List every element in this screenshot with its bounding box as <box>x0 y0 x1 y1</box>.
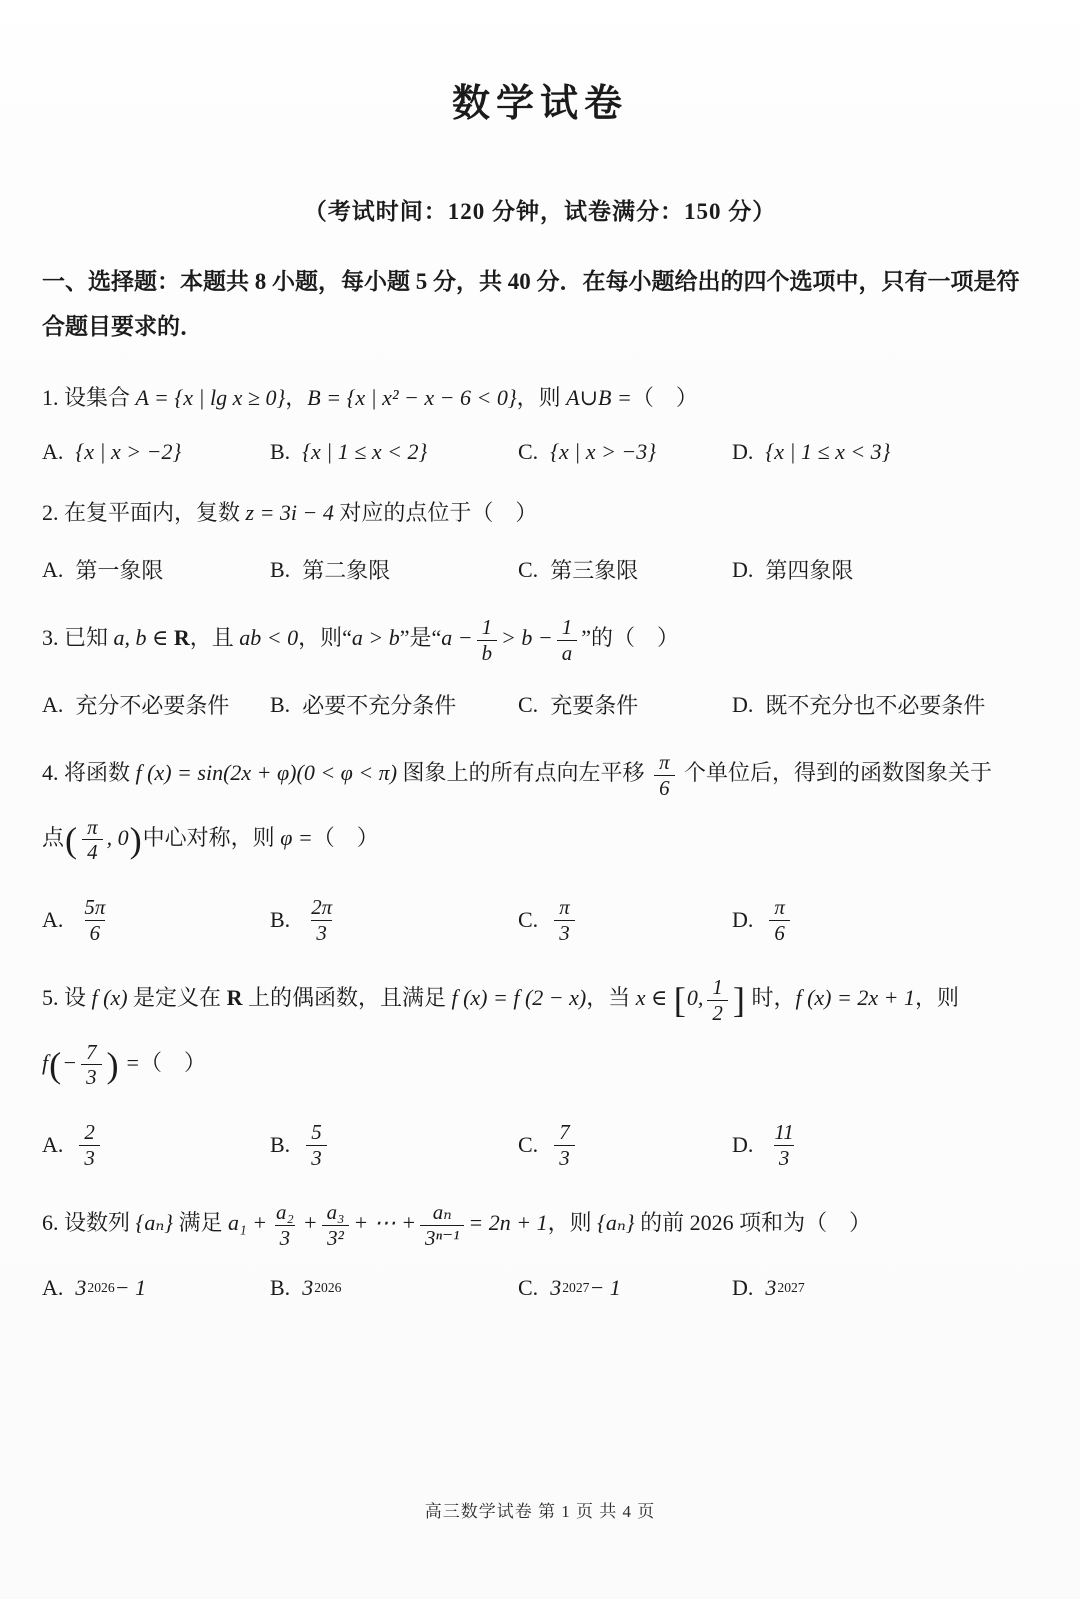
option-content: 既不充分也不必要条件 <box>765 693 986 719</box>
question-5-option-a <box>42 1120 270 1170</box>
section-header <box>42 260 1038 350</box>
question-6-option-b <box>270 1275 518 1301</box>
section-header-line1: 一、选择题：本题共 8 小题，每小题 5 分，共 40 分．在每小题给出的四个选项中，只有一项是符 <box>42 269 1020 294</box>
exam-title: 数学试卷 <box>451 83 628 125</box>
option-label: C. <box>518 556 539 582</box>
option-label: B. <box>270 1274 291 1300</box>
fraction: $\frac{2}{3}$ <box>79 1120 99 1170</box>
fraction: $\frac{2\pi}{3}$ <box>311 895 333 945</box>
question-2-options <box>42 554 1038 585</box>
option-label: A. <box>42 438 64 464</box>
fraction: $\frac{11}{3}$ <box>774 1119 794 1170</box>
exam-meta: （考试时间：120 分钟，试卷满分：150 分） <box>303 199 777 224</box>
option-label: A. <box>42 556 64 582</box>
question-4-options <box>42 895 1038 945</box>
question-6-options <box>42 1275 1038 1301</box>
option-content <box>765 895 793 945</box>
question-4-stem-line2: 点( $\frac{\pi}{4}$ , 0)中心对称，则 φ =（ ） <box>42 814 379 865</box>
option-content: 3 2027 <box>765 1274 805 1300</box>
option-label: D. <box>732 556 754 582</box>
option-content: {x | x > −2} <box>75 438 182 464</box>
option-content <box>550 895 578 945</box>
question-3-option-a <box>42 689 270 720</box>
fraction: $\frac{\text{a₂}}{3}$ <box>276 1200 294 1250</box>
question-2-stem: 2. 在复平面内，复数 z = 3i − 4 对应的点位于（ ） <box>42 499 538 525</box>
question-2-option-b <box>270 554 518 585</box>
question-2 <box>42 495 1038 585</box>
question-1-option-a <box>42 439 270 465</box>
fraction: $\frac{1}{a}$ <box>557 615 577 665</box>
question-1-stem: 1. 设集合 A = {x | lg x ≥ 0}，B = {x | x² − x − 6 < 0}，则 A∪B =（ ） <box>42 384 698 410</box>
fraction: $\frac{\pi}{6}$ <box>769 895 789 945</box>
question-1-options <box>42 439 1038 465</box>
option-label: D. <box>732 907 754 933</box>
option-label: B. <box>270 556 291 582</box>
option-label: C. <box>518 438 539 464</box>
option-label: A. <box>42 907 64 933</box>
fraction: $\frac{\pi}{6}$ <box>654 750 674 800</box>
option-label: B. <box>270 438 291 464</box>
fraction: $\frac{7}{3}$ <box>81 1040 101 1090</box>
question-6-option-d <box>732 1275 1038 1301</box>
option-label: A. <box>42 1132 64 1158</box>
option-content: {x | x > −3} <box>550 438 657 464</box>
question-2-option-c <box>518 554 732 585</box>
question-1 <box>42 380 1038 465</box>
question-3-option-c <box>518 689 732 720</box>
question-5-stem-line1: 5. 设 f (x) 是定义在 R 上的偶函数，且满足 f (x) = f (2 − x)，当 x ∈ [0, $\frac{1}{2}$ ] 时，f (x) = 2x + 1，则 <box>42 975 959 1025</box>
question-1-option-d <box>732 439 1038 465</box>
question-3-option-b <box>270 689 518 720</box>
question-1-option-c <box>518 439 732 465</box>
option-content: 充要条件 <box>550 693 639 719</box>
question-4-option-a <box>42 895 270 945</box>
option-label: D. <box>732 438 754 464</box>
question-3-stem: 3. 已知 a, b ∈ R，且 ab < 0，则“a > b”是“a − $\frac{1}{b}$ > b − $\frac{1}{a}$ ”的（ ） <box>42 615 679 665</box>
question-6-option-a <box>42 1275 270 1301</box>
question-5 <box>42 975 1038 1170</box>
option-content <box>550 1120 578 1170</box>
option-content: 第三象限 <box>550 558 639 584</box>
option-content: 第二象限 <box>302 558 391 584</box>
question-5-stem-line2: f(− $\frac{7}{3}$ ) =（ ） <box>42 1039 206 1090</box>
option-label: B. <box>270 907 291 933</box>
option-label: C. <box>518 691 539 717</box>
option-label: D. <box>732 1132 754 1158</box>
option-content: 3 2027 − 1 <box>550 1274 621 1300</box>
section-header-line2: 合题目要求的． <box>42 313 203 339</box>
fraction: $\frac{1}{2}$ <box>707 975 727 1025</box>
option-label: D. <box>732 1274 754 1300</box>
question-5-option-c <box>518 1120 732 1170</box>
fraction: $\frac{\text{a₃}}{\text{3²}}$ <box>322 1200 350 1250</box>
question-6-option-c <box>518 1275 732 1301</box>
question-5-option-d <box>732 1120 1038 1170</box>
question-6 <box>42 1200 1038 1300</box>
option-label: B. <box>270 691 291 717</box>
option-content: {x | 1 ≤ x < 3} <box>765 438 891 464</box>
question-2-option-d <box>732 554 1038 585</box>
question-1-option-b <box>270 439 518 465</box>
option-content: 第四象限 <box>765 558 854 584</box>
page-footer: 高三数学试卷 第 1 页 共 4 页 <box>424 1502 656 1521</box>
option-content <box>302 895 341 945</box>
option-label: A. <box>42 691 64 717</box>
fraction: $\frac{\pi}{3}$ <box>554 895 574 945</box>
option-content: 第一象限 <box>75 558 164 584</box>
question-4 <box>42 750 1038 945</box>
fraction: $\frac{7}{3}$ <box>554 1120 574 1170</box>
option-content <box>75 895 114 945</box>
question-2-option-a <box>42 554 270 585</box>
question-3 <box>42 615 1038 720</box>
question-4-option-b <box>270 895 518 945</box>
option-label: C. <box>518 907 539 933</box>
exam-page <box>0 72 1080 1301</box>
option-content: 必要不充分条件 <box>302 693 457 719</box>
question-5-option-b <box>270 1120 518 1170</box>
option-label: C. <box>518 1274 539 1300</box>
fraction: $\frac{\text{aₙ}}{\text{3ⁿ⁻¹}}$ <box>420 1200 464 1250</box>
option-label: D. <box>732 691 754 717</box>
fraction: $\frac{1}{b}$ <box>477 615 497 665</box>
option-content: 3 2026 <box>302 1274 342 1300</box>
option-content: {x | 1 ≤ x < 2} <box>302 438 428 464</box>
question-3-option-d <box>732 689 1038 720</box>
question-6-stem: 6. 设数列 {aₙ} 满足 a₁ + $\frac{\text{a₂}}{3}$ + $\frac{\text{a₃}}{\text{3²}}$ + ⋯ + $\frac{\text{aₙ}}{\text{3ⁿ⁻¹}}$ = 2n + 1，则 {aₙ} 的前 2026 项和为（ ） <box>42 1200 872 1250</box>
fraction: $\frac{5}{3}$ <box>306 1120 326 1170</box>
option-content: 充分不必要条件 <box>75 693 230 719</box>
question-4-option-c <box>518 895 732 945</box>
option-label: A. <box>42 1274 64 1300</box>
option-content: 3 2026 − 1 <box>75 1274 146 1300</box>
option-label: C. <box>518 1132 539 1158</box>
question-4-option-d <box>732 895 1038 945</box>
option-content <box>302 1120 330 1170</box>
option-label: B. <box>270 1132 291 1158</box>
question-5-options <box>42 1120 1038 1170</box>
question-4-stem-line1: 4. 将函数 f (x) = sin(2x + φ)(0 < φ < π) 图象上的所有点向左平移 $\frac{\pi}{6}$ 个单位后，得到的函数图象关于 <box>42 750 993 801</box>
fraction: $\frac{5\pi}{6}$ <box>84 895 106 945</box>
option-content <box>765 1120 802 1170</box>
option-content <box>75 1120 103 1170</box>
fraction: $\frac{\pi}{4}$ <box>82 815 102 865</box>
question-3-options <box>42 689 1038 720</box>
